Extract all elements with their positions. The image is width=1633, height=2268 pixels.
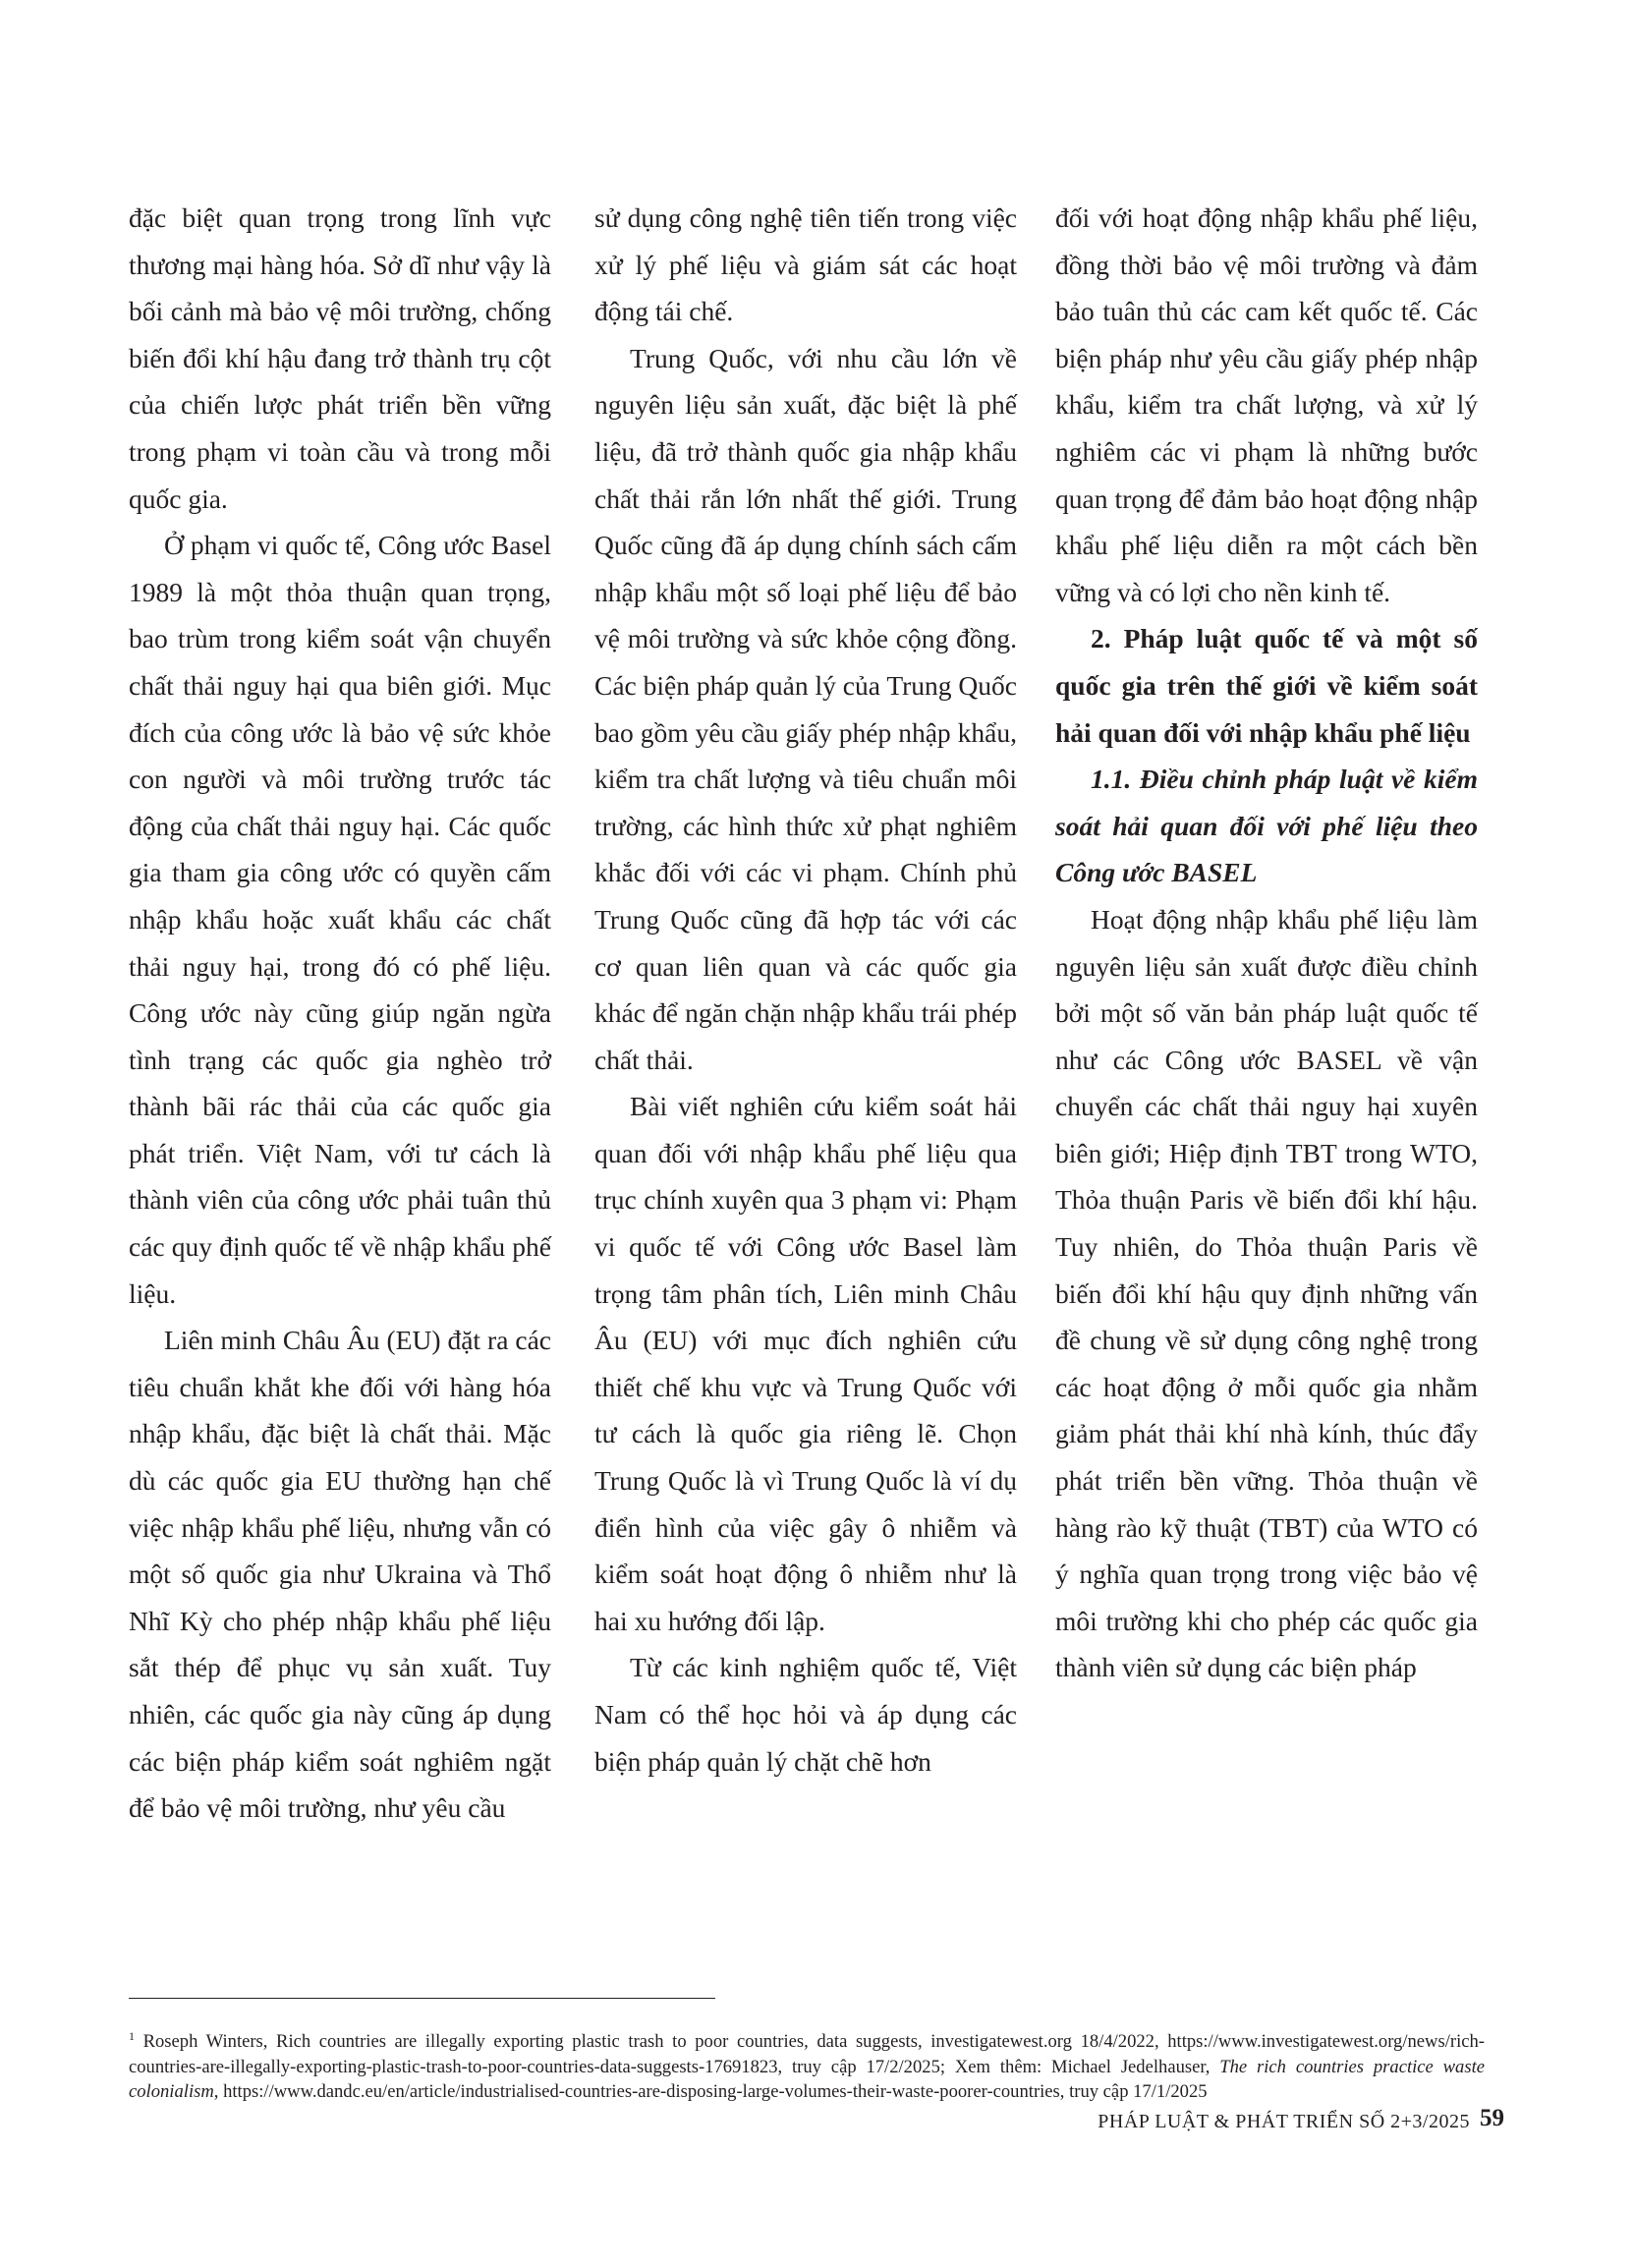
paragraph: Bài viết nghiên cứu kiểm soát hải quan đối với nhập khẩu phế liệu qua trục chính xuyên qua 3 phạm vi: Phạm vi quốc tế với Công ước Basel làm trọng tâm phân tích, Liên minh Châu Âu (EU) với mục đích nghiên cứu thiết chế khu vực và Trung Quốc với tư cách là quốc gia riêng lẽ. Chọn Trung Quốc là vì Trung Quốc là ví dụ điển hình của việc gây ô nhiễm và kiểm soát hoạt động ô nhiễm như là hai xu hướng đối lập.	[594, 1091, 1017, 1636]
paragraph: Từ các kinh nghiệm quốc tế, Việt Nam có thể học hỏi và áp dụng các biện pháp quản lý chặt chẽ hơn	[594, 1652, 1017, 1777]
paragraph: đặc biệt quan trọng trong lĩnh vực thương mại hàng hóa. Sở dĩ như vậy là bối cảnh mà bảo vệ môi trường, chống biến đổi khí hậu đang trở thành trụ cột của chiến lược phát triển bền vững trong phạm vi toàn cầu và trong mỗi quốc gia.	[129, 202, 551, 514]
paragraph: Trung Quốc, với nhu cầu lớn về nguyên liệu sản xuất, đặc biệt là phế liệu, đã trở thành quốc gia nhập khẩu chất thải rắn lớn nhất thế giới. Trung Quốc cũng đã áp dụng chính sách cấm nhập khẩu một số loại phế liệu để bảo vệ môi trường và sức khỏe cộng đồng. Các biện pháp quản lý của Trung Quốc bao gồm yêu cầu giấy phép nhập khẩu, kiểm tra chất lượng và tiêu chuẩn môi trường, các hình thức xử phạt nghiêm khắc đối với các vi phạm. Chính phủ Trung Quốc cũng đã hợp tác với các cơ quan liên quan và các quốc gia khác để ngăn chặn nhập khẩu trái phép chất thải.	[594, 342, 1017, 1075]
column-1	[129, 195, 551, 1832]
column-3	[1055, 195, 1478, 1691]
subsection-heading: 1.1. Điều chỉnh pháp luật về kiểm soát hải quan đối với phế liệu theo Công ước BASEL	[1055, 764, 1478, 888]
section-heading: 2. Pháp luật quốc tế và một số quốc gia trên thế giới về kiểm soát hải quan đối với nhập khẩu phế liệu	[1055, 623, 1478, 748]
footnote-text: , https://www.dandc.eu/en/article/industrialised-countries-are-disposing-large-volumes-their-waste-poorer-countries, truy cập 17/1/2025	[213, 2081, 1208, 2103]
paragraph: Ở phạm vi quốc tế, Công ước Basel 1989 là một thỏa thuận quan trọng, bao trùm trong kiểm soát vận chuyển chất thải nguy hại qua biên giới. Mục đích của công ước là bảo vệ sức khỏe con người và môi trường trước tác động của chất thải nguy hại. Các quốc gia tham gia công ước có quyền cấm nhập khẩu hoặc xuất khẩu các chất thải nguy hại, trong đó có phế liệu. Công ước này cũng giúp ngăn ngừa tình trạng các quốc gia nghèo trở thành bãi rác thải của các quốc gia phát triển. Việt Nam, với tư cách là thành viên của công ước phải tuân thủ các quy định quốc tế về nhập khẩu phế liệu.	[129, 530, 551, 1309]
paragraph: Hoạt động nhập khẩu phế liệu làm nguyên liệu sản xuất được điều chỉnh bởi một số văn bản pháp luật quốc tế như các Công ước BASEL về vận chuyển các chất thải nguy hại xuyên biên giới; Hiệp định TBT trong WTO, Thỏa thuận Paris về biến đổi khí hậu. Tuy nhiên, do Thỏa thuận Paris về biến đổi khí hậu quy định những vấn đề chung về sử dụng công nghệ trong các hoạt động ở mỗi quốc gia nhằm giảm phát thải khí nhà kính, thúc đẩy phát triển bền vững. Thỏa thuận về hàng rào kỹ thuật (TBT) của WTO có ý nghĩa quan trọng trong việc bảo vệ môi trường khi cho phép các quốc gia thành viên sử dụng các biện pháp	[1055, 903, 1478, 1683]
footnote-text: Roseph Winters, Rich countries are illegally exporting plastic trash to poor countries, data suggests, investigatewest.org 18/4/2022, https://www.investigatewest.org/news/rich-countries-are-illegally-exporting-plastic-trash-to-poor-countries-data-suggests-17691823, truy cập 17/2/2025; Xem thêm: Michael Jedelhauser,	[129, 2031, 1485, 2077]
footnote-cited-title: The rich countries practice waste colonialism	[129, 2056, 1485, 2103]
footnote	[129, 2024, 1485, 2105]
paragraph: đối với hoạt động nhập khẩu phế liệu, đồng thời bảo vệ môi trường và đảm bảo tuân thủ các cam kết quốc tế. Các biện pháp như yêu cầu giấy phép nhập khẩu, kiểm tra chất lượng, và xử lý nghiêm các vi phạm là những bước quan trọng để đảm bảo hoạt động nhập khẩu phế liệu diễn ra một cách bền vững và có lợi cho nền kinh tế.	[1055, 202, 1478, 607]
paragraph: Liên minh Châu Âu (EU) đặt ra các tiêu chuẩn khắt khe đối với hàng hóa nhập khẩu, đặc biệt là chất thải. Mặc dù các quốc gia EU thường hạn chế việc nhập khẩu phế liệu, nhưng vẫn có một số quốc gia như Ukraina và Thổ Nhĩ Kỳ cho phép nhập khẩu phế liệu sắt thép để phục vụ sản xuất. Tuy nhiên, các quốc gia này cũng áp dụng các biện pháp kiểm soát nghiêm ngặt để bảo vệ môi trường, như yêu cầu	[129, 1325, 551, 1824]
column-2	[594, 195, 1017, 1785]
running-footer-title: PHÁP LUẬT & PHÁT TRIỂN SỐ 2+3/2025	[1098, 2111, 1470, 2132]
paragraph: sử dụng công nghệ tiên tiến trong việc xử lý phế liệu và giám sát các hoạt động tái chế.	[594, 202, 1017, 327]
footnote-marker: 1	[129, 2029, 135, 2043]
footnote-divider	[129, 1998, 715, 1999]
page-number: 59	[1480, 2105, 1504, 2131]
